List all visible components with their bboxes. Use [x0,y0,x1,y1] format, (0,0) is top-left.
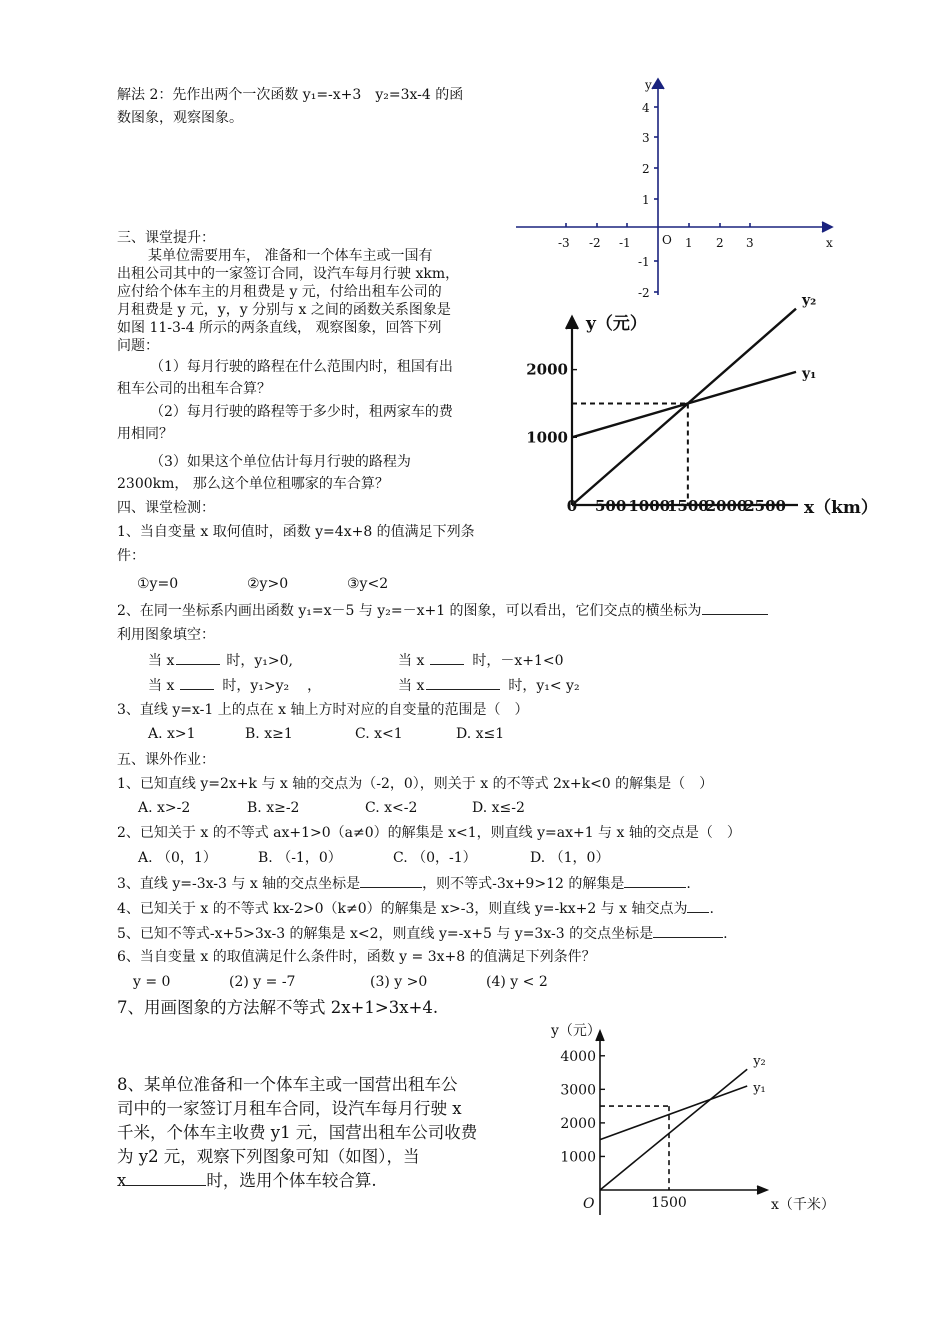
hw-1-opt: C. x<-2 [365,800,418,816]
coordinate-axes [500,75,850,305]
q3-line: （3）如果这个单位估计每月行驶的路程为 [150,454,411,470]
hw-8-line: 司中的一家签订月租车合同，设汽车每月行驶 x [117,1099,462,1118]
fill-row-1b [398,650,564,671]
rental-chart-2 [545,1015,855,1230]
s4-p1: 1、当自变量 x 取何值时，函数 y=4x+8 的值满足下列条 [117,524,475,540]
hw-1-opt: B. x≥-2 [247,800,300,816]
x-tick-label: 1000 [628,497,671,515]
section3-line: 应付给个体车主的月租费是 y 元，付给出租车公司的 [117,284,442,300]
s4-p3-opt: A. x>1 [148,726,196,742]
answer-blank[interactable] [126,1169,206,1186]
hw-text: 4、已知关于 x 的不等式 kx-2>0（k≠0）的解集是 x>-3，则直线 y=-kx+2 与 x 轴交点为 [117,901,688,917]
answer-blank[interactable] [176,650,220,665]
s4-p1-c1: ①y=0 [137,576,179,592]
x-tick: 1 [685,236,693,250]
axis-x-label: x [826,236,833,250]
hw-6-opt: y = 0 [133,974,171,990]
chart2-xlabel: x（千米） [771,1197,835,1213]
hw-7: 7、用画图象的方法解不等式 2x+1>3x+4. [117,998,439,1017]
y-tick-label: 2000 [560,1115,596,1132]
section3-line: 某单位需要用车， 准备和一个体车主或一国有 [148,248,433,264]
y-tick: 3 [642,131,650,145]
s4-p3-opt: C. x<1 [355,726,403,742]
answer-blank[interactable] [430,650,464,665]
y-tick-label: 1000 [560,1149,596,1166]
y-tick: 4 [642,101,650,115]
section3-line: 如图 11-3-4 所示的两条直线， 观察图象，回答下列 [117,320,442,336]
hw-2-opt: B. （-1，0） [258,850,342,866]
series-line-1 [572,309,796,505]
hw-6-opt: (4) y < 2 [486,974,548,990]
section5-title: 五、课外作业： [117,752,215,768]
hw-2: 2、已知关于 x 的不等式 ax+1>0（a≠0）的解集是 x<1，则直线 y=ax+1 与 x 轴的交点是（ ） [117,825,741,841]
hw-5 [117,923,728,944]
hw-8-line [117,1169,377,1193]
fill-text: 时，－x+1<0 [472,653,564,669]
series-label-1: y₂ [802,292,817,309]
answer-blank[interactable] [653,923,723,938]
x-tick: -1 [619,236,631,250]
y-tick-label: 4000 [560,1048,596,1065]
q1-line: （1）每月行驶的路程在什么范围内时，租国有出 [150,359,453,375]
s4-p1-c3: ③y<2 [347,576,389,592]
hw-6: 6、当自变量 x 的取值满足什么条件时，函数 y = 3x+8 的值满足下列条件？ [117,949,596,965]
axis-origin: O [662,233,672,247]
q1-line: 租车公司的出租车合算？ [117,381,271,397]
s4-p1-c2: ②y>0 [247,576,289,592]
q3-line: 2300km， 那么这个单位租哪家的车合算？ [117,476,389,492]
series-line-1 [600,1069,747,1190]
series-line-2 [572,372,796,437]
s4-p3: 3、直线 y=x-1 上的点在 x 轴上方时对应的自变量的范围是（ ） [117,702,529,718]
x-tick-label: 1500 [651,1195,687,1211]
hw-2-opt: A. （0，1） [138,850,217,866]
section3-line: 月租费是 y 元，y，y 分别与 x 之间的函数关系图象是 [117,302,451,318]
hw-text: . [723,926,728,942]
fill-text: 当 x [148,653,175,669]
x-tick: 2 [716,236,724,250]
s4-p3-opt: B. x≥1 [245,726,293,742]
chart2-origin: O [583,1196,595,1212]
y-tick-label: 2000 [526,360,568,379]
y-tick-label: 1000 [526,428,568,447]
answer-blank[interactable] [426,675,500,690]
chart2-ylabel: y（元） [551,1023,601,1039]
hw-1-opt: D. x≤-2 [472,800,525,816]
s4-p1: 件： [117,548,145,564]
hw-8-line: 为 y2 元，观察下列图象可知（如图），当 [117,1147,420,1166]
section3-title: 三、课堂提升： [117,230,215,246]
fill-text: 当 x [398,678,425,694]
x-tick-label: 2500 [744,497,786,515]
hw-text: 3、直线 y=-3x-3 与 x 轴的交点坐标是 [117,876,361,892]
answer-blank[interactable] [702,600,768,615]
x-tick: -2 [589,236,601,250]
hw-text: x [117,1171,127,1190]
hw-3 [117,873,691,894]
fill-row-2a [148,675,321,696]
x-tick-label: 1500 [666,497,709,515]
section4-title: 四、课堂检测： [117,500,215,516]
y-tick: -1 [638,255,650,269]
series-label-1: y₂ [753,1054,766,1070]
rental-chart-1 [520,292,890,520]
q2-line: 用相同？ [117,426,173,442]
fill-row-1a [148,650,293,671]
y-tick: 2 [642,162,650,176]
x-tick: -3 [558,236,570,250]
fill-text: 时，y₁< y₂ [508,678,580,694]
x-tick-label: 500 [594,497,627,515]
x-tick: 3 [746,236,754,250]
hw-1-opt: A. x>-2 [138,800,191,816]
method2-line2: 数图象，观察图象。 [117,110,243,126]
hw-2-opt: D. （1，0） [530,850,610,866]
series-label-2: y₁ [753,1080,766,1096]
answer-blank[interactable] [360,873,422,888]
hw-text: . [686,876,691,892]
series-label-2: y₁ [802,365,817,382]
hw-text: 时，选用个体车较合算. [206,1171,377,1190]
s4-p3-opt: D. x≤1 [456,726,505,742]
hw-8-line: 8、某单位准备和一个体车主或一国营出租车公 [117,1075,458,1094]
answer-blank[interactable] [687,898,709,913]
fill-text: 当 x [148,678,175,694]
s4-p2b: 利用图象填空： [117,627,215,643]
hw-8-line: 千米，个体车主收费 y1 元，国营出租车公司收费 [117,1123,478,1142]
hw-6-opt: (3) y >0 [370,974,428,990]
y-tick: -2 [638,286,650,300]
method2-line1: 解法 2：先作出两个一次函数 y₁=-x+3 y₂=3x-4 的函 [117,87,464,103]
section3-line: 问题： [117,338,159,354]
s4-p2-text: 2、在同一坐标系内画出函数 y₁=x－5 与 y₂=－x+1 的图象，可以看出，它们交点的横坐标为 [117,603,702,619]
section3-line: 出租公司其中的一家签订合同，设汽车每月行驶 xkm， [117,266,460,282]
answer-blank[interactable] [624,873,686,888]
fill-text: ， [307,678,322,694]
hw-2-opt: C. （0，-1） [393,850,477,866]
x-tick-label: 0 [566,497,578,515]
hw-4 [117,898,714,919]
hw-6-opt: (2) y = -7 [229,974,296,990]
x-tick-label: 2000 [705,497,748,515]
chart1-ylabel: y（元） [586,314,647,334]
fill-text: 时，y₁>y₂ [222,678,290,694]
fill-text: 当 x [398,653,425,669]
y-tick: 1 [642,193,650,207]
q2-line: （2）每月行驶的路程等于多少时，租两家车的费 [150,404,453,420]
hw-text: . [709,901,714,917]
y-tick-label: 3000 [560,1082,596,1099]
series-line-2 [600,1086,747,1140]
hw-text: 5、已知不等式-x+5>3x-3 的解集是 x<2，则直线 y=-x+5 与 y=3x-3 的交点坐标是 [117,926,654,942]
fill-row-2b [398,675,580,696]
chart1-xlabel: x（km） [804,498,878,518]
s4-p2 [117,600,768,621]
axis-y-label: y [645,78,652,92]
answer-blank[interactable] [180,675,214,690]
hw-text: ，则不等式-3x+9>12 的解集是 [422,876,625,892]
fill-text: 时，y₁>0, [226,653,293,669]
hw-1: 1、已知直线 y=2x+k 与 x 轴的交点为（-2，0），则关于 x 的不等式 2x+k<0 的解集是（ ） [117,776,714,792]
